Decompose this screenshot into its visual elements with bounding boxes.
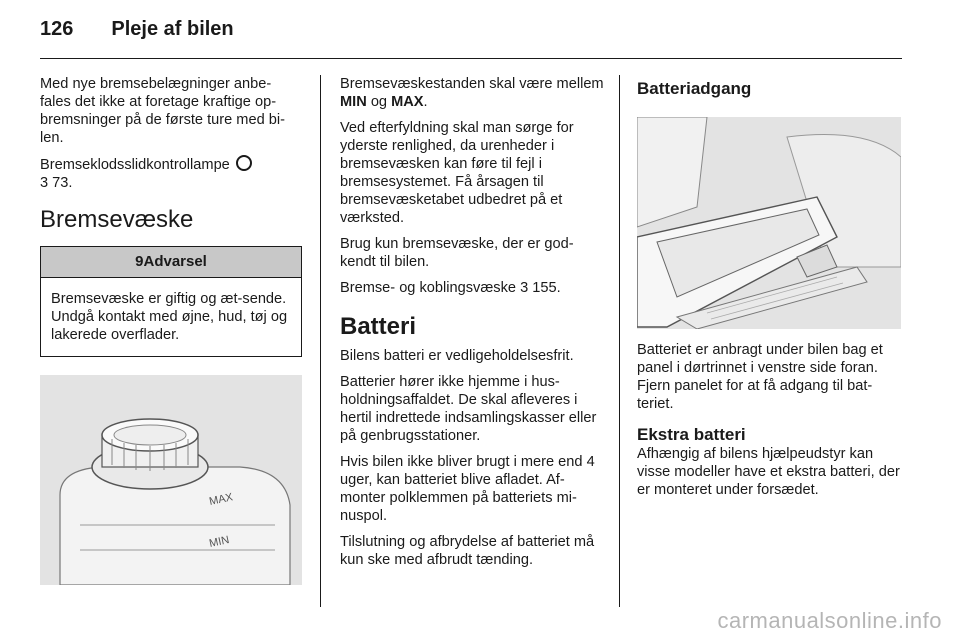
column-2 — [340, 75, 605, 577]
subsection-title: Ekstra batteri — [637, 425, 746, 444]
warning-box — [40, 246, 302, 357]
paragraph: Batterier hører ikke hjemme i hus-holdningsaffaldet. De skal afleveres i hertil indrettede indsamlingskasser eller på genbrugsstationer. — [340, 374, 597, 444]
section-title: Batteri — [340, 313, 417, 340]
paragraph: Brug kun bremsevæske, der er god-kendt til bilen. — [340, 236, 574, 270]
column-divider-2 — [619, 75, 620, 607]
page-number: 126 — [40, 18, 74, 40]
warning-title: 9Advarsel — [41, 247, 301, 278]
paragraph: Batteriet er anbragt under bilen bag et panel i dørtrinnet i venstre side foran. Fjern panelet for at få adgang til bat-teriet. — [637, 342, 883, 412]
paragraph: Tilslutning og afbrydelse af batteriet må kun ske med afbrudt tænding. — [340, 534, 595, 568]
paragraph — [40, 155, 302, 192]
column-divider-1 — [320, 75, 321, 607]
lamp-label: Bremseklodsslidkontrollampe — [40, 157, 230, 173]
page-title: Pleje af bilen — [111, 18, 234, 40]
section-title: Bremsevæske — [40, 206, 194, 233]
brake-wear-lamp-icon — [236, 155, 252, 171]
door-sill-battery-panel-image — [637, 117, 901, 329]
text-run: . — [423, 94, 428, 110]
max-label: MAX — [391, 94, 424, 110]
page-header — [40, 18, 234, 41]
paragraph — [340, 75, 605, 111]
column-1 — [40, 75, 302, 585]
page-reference: 3 73. — [40, 175, 73, 191]
min-marking: MIN — [208, 534, 231, 550]
paragraph: Med nye bremsebelægninger anbe-fales det ikke at foretage kraftige op-bremsninger på de første ture med bi-len. — [40, 76, 285, 146]
paragraph: Bilens batteri er vedligeholdelsesfrit. — [340, 348, 574, 364]
paragraph: Hvis bilen ikke bliver brugt i mere end 4 uger, kan batteriet blive afladet. Af-monter polklemmen på batteriets mi-nuspol. — [340, 454, 595, 524]
brake-fluid-reservoir-image — [40, 375, 302, 585]
max-marking: MAX — [208, 491, 234, 508]
min-label: MIN — [340, 94, 367, 110]
column-3 — [637, 75, 905, 507]
paragraph: Bremse- og koblingsvæske 3 155. — [340, 280, 561, 296]
header-rule — [40, 58, 902, 59]
text-run: Bremsevæskestanden skal være mellem — [340, 76, 604, 92]
paragraph: Ved efterfyldning skal man sørge for yderste renlighed, da urenheder i bremsevæsken kan føre til fejl i bremsesystemet. Få årsagen til bremsevæsketabet udbedret på et værksted. — [340, 120, 574, 226]
warning-text: Bremsevæske er giftig og æt-sende. Undgå kontakt med øjne, hud, tøj og lakerede overflader. — [51, 291, 288, 343]
watermark: carmanualsonline.info — [717, 608, 942, 633]
section-title: Batteriadgang — [637, 79, 752, 98]
text-run: og — [366, 94, 392, 110]
paragraph: Afhængig af bilens hjælpeudstyr kan visse modeller have et ekstra batteri, der er monteret under forsædet. — [637, 446, 900, 498]
